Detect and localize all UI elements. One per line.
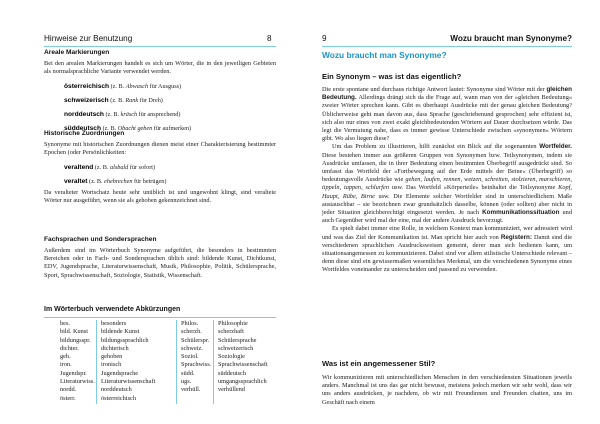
abbr-column-1 xyxy=(60,320,95,403)
running-head: Hinweise zur Benutzung xyxy=(44,34,133,43)
abbr-cell: Literaturwiss. xyxy=(60,378,95,386)
term: süddeutsch xyxy=(64,124,102,132)
abbr-cell: ironisch xyxy=(101,361,122,369)
abbr-cell: Sprachwissenschaft xyxy=(218,361,268,369)
section-heading: Im Wörterbuch verwendete Abkürzungen xyxy=(44,306,181,313)
table-rule xyxy=(44,317,276,318)
abbr-cell: Schülerspr. xyxy=(181,336,210,344)
column-divider xyxy=(96,320,97,404)
running-head: Wozu braucht man Synonyme? xyxy=(450,34,572,43)
abbr-cell: Sprachwiss. xyxy=(181,361,212,369)
paragraph: Da veralteter Wortschatz heute sehr unüblich ist und ungewohnt klingt, sind veraltete Wörter nur ausgeführt, wenn sie als gehoben gekennzeichnet sind. xyxy=(44,189,276,205)
section-heading: Historische Zuordnungen xyxy=(44,130,125,137)
paragraph: Bei den arealen Markierungen handelt es sich um Wörter, die in den jeweiligen Gebieten als normalsprachliche Variante verwendet werden. xyxy=(44,60,276,76)
right-page xyxy=(300,0,600,424)
section-synonym xyxy=(322,86,572,275)
section-heading: Fachsprachen und Sondersprachen xyxy=(44,236,157,243)
abbr-cell: Soziologie xyxy=(218,353,245,361)
column-divider xyxy=(213,320,214,404)
abbr-cell: besonders xyxy=(101,320,127,327)
abbr-cell: bild. Kunst xyxy=(60,328,88,336)
page-number: 9 xyxy=(322,34,327,43)
term: veraltet xyxy=(64,178,88,186)
abbr-cell: iron. xyxy=(60,361,72,369)
abbr-cell: Philos. xyxy=(181,320,199,327)
abbr-cell: dichterisch xyxy=(101,344,129,352)
term: norddeutsch xyxy=(64,111,104,118)
section-abkuerzungen xyxy=(44,306,276,313)
abbr-column-2 xyxy=(181,320,211,395)
abbr-cell: scherzh. xyxy=(181,328,202,336)
abbr-cell: Jugendsprache xyxy=(101,369,139,377)
term-entry: schweizerisch (z. B. Rank für Dreh) xyxy=(64,97,163,105)
abbr-cell: verhüllend xyxy=(218,386,245,394)
header-rule xyxy=(322,46,572,47)
paragraph: Außerdem sind im Wörterbuch Synonyme aufgeführt, die besonders in bestimmten Bereichen oder in Fach- und Sondersprachen üblich sind: bildende Kunst, Dichtkunst, EDV, Jugendsprache, Literaturwissenschaft, Musik, Philosophie, Politik, Schülersprache, Sport, Sprachwissenschaft, Soziologie, Statistik, Wissenschaft. xyxy=(44,247,276,279)
term-list xyxy=(64,79,276,134)
abbr-cell: Schülersprache xyxy=(218,336,257,344)
section-areal xyxy=(44,49,276,135)
abbr-cell: Jugendspr. xyxy=(60,369,87,377)
abbr-cell: Literaturwissenschaft xyxy=(101,378,156,386)
term-entry: veraltet (z. B. ehebrechen für betrügen) xyxy=(64,178,167,186)
abbr-cell: bildungsspr. xyxy=(60,336,91,344)
paragraph: Es spielt dabei immer eine Rolle, in welchem Kontext man kommuniziert, wer adressiert wird und was das Ziel der Kommunikation ist. Man spricht hier auch von Registern: Damit sind die verschiedenen sprachlichen Ausdrucksweisen gemeint, derer man sich bedienen kann, um situationsangemessen zu kommunizieren. Dabei sind vor allem stilistische Unterschiede relevant – denn diese sind ein gewissermaßen wesentliches Merkmal, um die verschiedenen Synonyme eines Wortfeldes voneinander zu unterscheiden und passend zu verwenden. xyxy=(322,225,572,274)
abbr-cell: österr. xyxy=(60,394,76,402)
term-entry: veraltend (z. B. alsbald für sofort) xyxy=(64,164,156,172)
section-heading: Ein Synonym – was ist das eigentlich? xyxy=(322,72,462,81)
section-fachsprachen xyxy=(44,236,276,280)
abbr-cell: verhüll. xyxy=(181,386,201,394)
abbr-cell: bes. xyxy=(60,320,70,327)
abbr-cell: Soziol. xyxy=(181,353,199,361)
section-stil xyxy=(322,374,572,407)
abbr-cell: dichter. xyxy=(60,344,79,352)
abbr-cell: geh. xyxy=(60,353,71,361)
abbr-cell: österreichisch xyxy=(101,394,136,402)
abbr-cell: bildungssprachlich xyxy=(101,336,149,344)
abbr-cell: norddeutsch xyxy=(101,386,132,394)
term-entry: österreichisch (z. B. Abwasch für Ausguss) xyxy=(64,83,182,91)
header-rule xyxy=(44,46,276,47)
term-entry: norddeutsch (z. B. kräsch für ansprechend) xyxy=(64,111,181,118)
paragraph: Um das Problem zu illustrieren, hilft zunächst ein Blick auf die sogenannten Wortfelder. Diese bestehen immer aus größeren Gruppen von Synonymen bzw. Teilsynonymen, indem sie Ausdrücke umfassen, die in ihrer Bedeutung einen bestimmten Überbegriff ausgedrückt sind. So umfasst das Wortfeld der »Fortbewegung auf der Erde mittels der Beine« (Überbegriff) so bedeutungsvolle Ausdrücke wie gehen, laufen, rennen, wetzen, schreiten, stolzieren, marschieren, tippeln, tappen, schlurfen usw. Das Wortfeld »Körperteile« beinhaltet die Teilsynonyme Kopf, Haupt, Rübe, Birne usw. Die Elemente solcher Wortfelder sind in unterschiedlichem Maße austauschbar – sie bezeichnen zwar grundsätzlich dasselbe, können (oder sollten) aber nicht in jeder Situation gleichberechtigt eingesetzt werden. Je nach Kommunikationssituation und auch Gegenüber wird mal der eine, mal der andere Ausdruck bevorzugt. xyxy=(322,143,572,225)
paragraph: Synonyme mit historischen Zuordnungen dienen meist einer Charakterisierung bestimmter Epochen (oder Persönlichkeiten: xyxy=(44,141,276,157)
section-historisch xyxy=(44,130,276,205)
term-list xyxy=(64,160,276,188)
term-entry: süddeutsch (z. B. Obacht geben für aufmerken) xyxy=(64,124,192,132)
term: schweizerisch xyxy=(64,97,109,105)
abbr-cell: ugs. xyxy=(181,378,192,386)
abbr-cell: süddeutsch xyxy=(218,369,246,377)
paragraph: Wir kommunizieren mit unterschiedlichen Menschen in den verschiedensten Situationen jeweils anders. Manchmal ist uns das gar nicht bewusst, meistens jedoch merken wir sehr wohl, dass wir uns anders ausdrücken, je nachdem, ob wir mit Freundinnen und Freunden chatten, uns im Geschäft nach einem xyxy=(322,374,572,406)
abbr-cell: schweiz. xyxy=(181,344,203,352)
term: veraltend xyxy=(64,164,94,172)
expansion-column-2 xyxy=(218,320,268,395)
abbr-cell: bildende Kunst xyxy=(101,328,140,336)
column-divider xyxy=(176,320,177,404)
abbr-cell: gehoben xyxy=(101,353,123,361)
chapter-title: Wozu braucht man Synonyme? xyxy=(322,50,447,60)
abbr-cell: umgangssprachlich xyxy=(218,378,267,386)
abbr-cell: Philosophie xyxy=(218,320,248,327)
abbr-cell: südd. xyxy=(181,369,195,377)
section-heading: Was ist ein angemessener Stil? xyxy=(322,359,436,368)
abbr-cell: schweizerisch xyxy=(218,344,254,352)
paragraph: Die erste spontane und durchaus richtige Antwort lautet: Synonyme sind Wörter mit der gleichen Bedeutung. Allerdings drängt sich da die Frage auf, wann man von der »gleichen Bedeutung« zweier Wörter sprechen kann. Gibt es überhaupt Ausdrücke mit der genau gleichen Bedeutung? Üblicherweise geht man davon aus, dass Sprache (geschriebenund gesprochen) sehr effizient ist, sich also nur eines von zwei exakt gleichbedeutenden Wörtern auf Dauer durchsetzen würde. Das legt die Vermutung nahe, dass es immer gewisse Unterschiede zwischen »synonymen« Wörtern gibt. Wo also liegen diese? xyxy=(322,86,572,143)
section-heading: Areale Markierungen xyxy=(44,49,110,56)
expansion-column-1 xyxy=(101,320,155,403)
abbr-cell: nordd. xyxy=(60,386,77,394)
term: österreichisch xyxy=(64,83,110,91)
abbr-cell: scherzhaft xyxy=(218,328,244,336)
page-number: 8 xyxy=(267,34,272,43)
